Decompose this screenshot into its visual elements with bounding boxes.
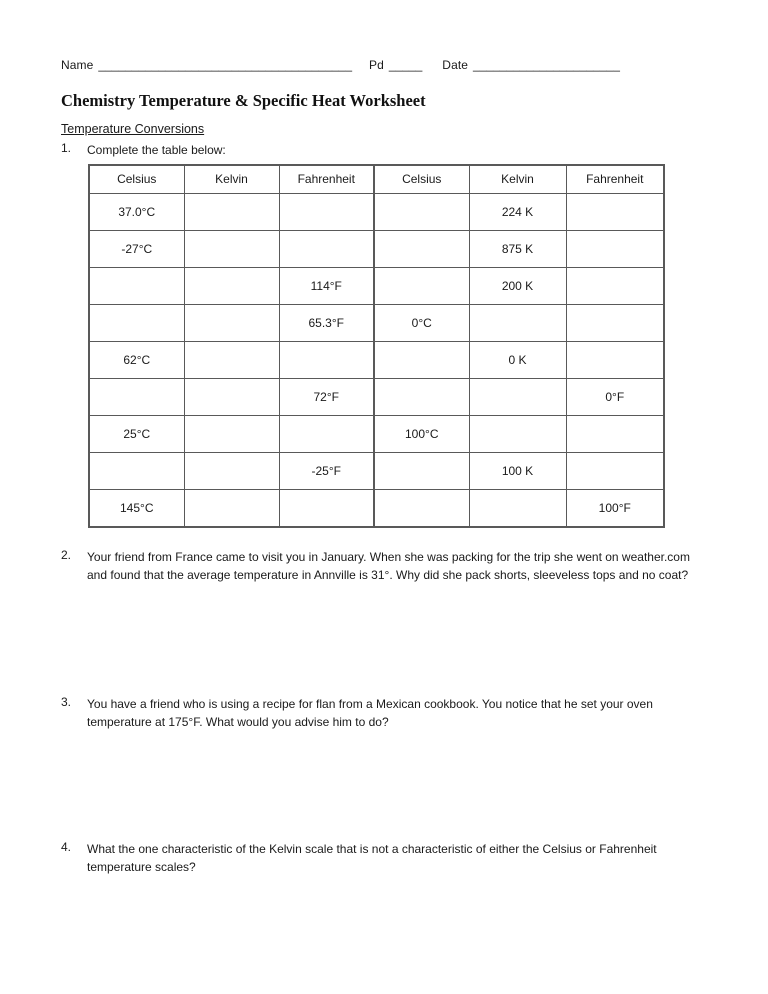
table-cell: [374, 452, 469, 489]
section-heading: Temperature Conversions: [61, 122, 205, 136]
table-row: [89, 378, 664, 415]
table-cell: [89, 267, 184, 304]
table-cell: [184, 193, 279, 230]
table-cell: 100°C: [374, 415, 469, 452]
page-title: Chemistry Temperature & Specific Heat Worksheet: [61, 91, 426, 110]
pd-blank-line: _____: [388, 58, 423, 72]
question-2-text: Your friend from France came to visit you in January. When she was packing for the trip she went on weather.com and found that the average temperature in Annville is 31°. Why did she pack shorts, sleeveless tops and no coat?: [87, 549, 690, 582]
question-1-number: 1.: [61, 141, 72, 155]
table-cell: 0°F: [566, 378, 664, 415]
table-cell: [184, 230, 279, 267]
table-cell: [374, 489, 469, 527]
table-row: [89, 341, 664, 378]
table-cell: 72°F: [279, 378, 374, 415]
question-1-text: Complete the table below:: [87, 143, 226, 157]
question-3-number: 3.: [61, 694, 72, 709]
table-cell: [374, 378, 469, 415]
question-3-text: You have a friend who is using a recipe for flan from a Mexican cookbook. You notice that he set your oven temperature at 175°F. What would you advise him to do?: [87, 696, 653, 729]
table-cell: 145°C: [89, 489, 184, 527]
table-cell: [184, 415, 279, 452]
pd-label: Pd: [369, 58, 384, 72]
table-header-cell: Celsius: [374, 165, 469, 194]
table-cell: -25°F: [279, 452, 374, 489]
table-cell: [184, 341, 279, 378]
table-cell: 100°F: [566, 489, 664, 527]
table-row: [89, 267, 664, 304]
question-3: [61, 695, 707, 732]
date-blank-line: ______________________: [473, 58, 620, 72]
question-4-number: 4.: [61, 839, 72, 854]
table-cell: [566, 452, 664, 489]
table-header-cell: Fahrenheit: [566, 165, 664, 194]
table-cell: [374, 341, 469, 378]
table-cell: 65.3°F: [279, 304, 374, 341]
table-cell: 25°C: [89, 415, 184, 452]
table-row: [89, 193, 664, 230]
table-cell: -27°C: [89, 230, 184, 267]
table-cell: [89, 304, 184, 341]
table-cell: [374, 193, 469, 230]
table-row: [89, 489, 664, 527]
table-cell: [279, 193, 374, 230]
table-cell: [279, 230, 374, 267]
table-cell: [566, 267, 664, 304]
conversion-table: [88, 164, 665, 528]
table-header-cell: Kelvin: [184, 165, 279, 194]
question-4-text: What the one characteristic of the Kelvin scale that is not a characteristic of either the Celsius or Fahrenheit temperature scales?: [87, 841, 657, 874]
table-cell: [469, 304, 566, 341]
table-cell: 875 K: [469, 230, 566, 267]
question-2: [61, 548, 707, 585]
name-blank-line: ______________________________________: [98, 58, 353, 72]
table-header-cell: Fahrenheit: [279, 165, 374, 194]
question-1: [61, 141, 707, 160]
table-row: [89, 452, 664, 489]
question-4: [61, 840, 707, 877]
table-cell: [184, 304, 279, 341]
table-cell: 224 K: [469, 193, 566, 230]
table-cell: 37.0°C: [89, 193, 184, 230]
table-cell: [469, 489, 566, 527]
table-cell: [184, 489, 279, 527]
table-cell: [566, 341, 664, 378]
table-cell: [374, 230, 469, 267]
table-cell: [89, 452, 184, 489]
table-cell: [184, 452, 279, 489]
table-header-cell: Kelvin: [469, 165, 566, 194]
table-cell: [469, 415, 566, 452]
table-cell: [469, 378, 566, 415]
table-cell: [184, 267, 279, 304]
table-header-row: [89, 165, 664, 194]
table-cell: [566, 193, 664, 230]
table-cell: 100 K: [469, 452, 566, 489]
table-cell: [566, 304, 664, 341]
date-label: Date: [442, 58, 469, 72]
question-2-number: 2.: [61, 547, 72, 562]
table-cell: [279, 341, 374, 378]
table-cell: 200 K: [469, 267, 566, 304]
table-cell: [89, 378, 184, 415]
table-cell: 114°F: [279, 267, 374, 304]
table-cell: [184, 378, 279, 415]
table-cell: [566, 415, 664, 452]
name-label: Name: [61, 58, 94, 72]
table-cell: 0 K: [469, 341, 566, 378]
table-cell: 62°C: [89, 341, 184, 378]
table-header-cell: Celsius: [89, 165, 184, 194]
name-pd-date-line: [61, 58, 707, 72]
table-row: [89, 304, 664, 341]
table-cell: 0°C: [374, 304, 469, 341]
table-row: [89, 230, 664, 267]
table-cell: [279, 415, 374, 452]
table-cell: [279, 489, 374, 527]
table-row: [89, 415, 664, 452]
table-cell: [566, 230, 664, 267]
table-cell: [374, 267, 469, 304]
